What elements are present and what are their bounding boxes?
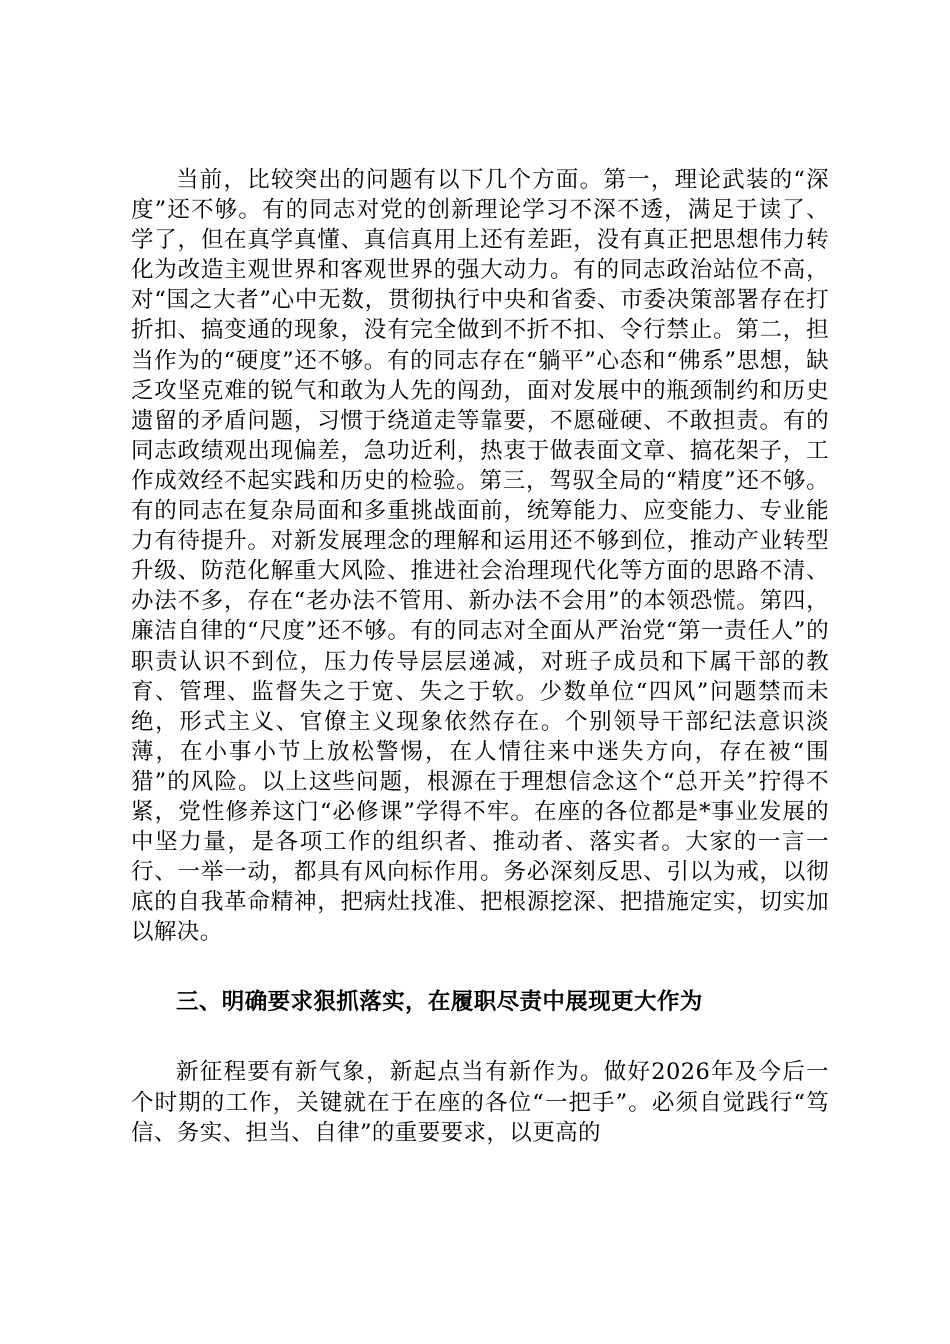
section-heading-three: 三、明确要求狠抓落实，在履职尽责中展现更大作为 bbox=[176, 989, 703, 1016]
body-paragraph-requirements: 新征程要有新气象，新起点当有新作为。做好2026年及今后一个时期的工作，关键就在于在座的各位“一把手”。必须自觉践行“笃信、务实、担当、自律”的重要要求，以更高的 bbox=[131, 1059, 829, 1146]
body-paragraph-problems: 当前，比较突出的问题有以下几个方面。第一，理论武装的“深度”还不够。有的同志对党的创新理论学习不深不透，满足于读了、学了，但在真学真懂、真信真用上还有差距，没有真正把思想伟力转化为改造主观世界和客观世界的强大动力。有的同志政治站位不高，对“国之大者”心中无数，贯彻执行中央和省委、市委决策部署存在打折扣、搞变通的现象，没有完全做到不折不扣、令行禁止。第二，担当作为的“硬度”还不够。有的同志存在“躺平”心态和“佛系”思想，缺乏攻坚克难的锐气和敢为人先的闯劲，面对发展中的瓶颈制约和历史遗留的矛盾问题，习惯于绕道走等靠要，不愿碰硬、不敢担责。有的同志政绩观出现偏差，急功近利，热衷于做表面文章、搞花架子，工作成效经不起实践和历史的检验。第三，驾驭全局的“精度”还不够。有的同志在复杂局面和多重挑战面前，统筹能力、应变能力、专业能力有待提升。对新发展理念的理解和运用还不够到位，推动产业转型升级、防范化解重大风险、推进社会治理现代化等方面的思路不清、办法不多，存在“老办法不管用、新办法不会用”的本领恐慌。第四，廉洁自律的“尺度”还不够。有的同志对全面从严治党“第一责任人”的职责认识不到位，压力传导层层递减，对班子成员和下属干部的教育、管理、监督失之于宽、失之于软。少数单位“四风”问题禁而未绝，形式主义、官僚主义现象依然存在。个别领导干部纪法意识淡薄，在小事小节上放松警惕，在人情往来中迷失方向，存在被“围猎”的风险。以上这些问题，根源在于理想信念这个“总开关”拧得不紧，党性修养这门“必修课”学得不牢。在座的各位都是*事业发展的中坚力量，是各项工作的组织者、推动者、落实者。大家的一言一行、一举一动，都具有风向标作用。务必深刻反思、引以为戒，以彻底的自我革命精神，把病灶找准、把根源挖深、把措施定实，切实加以解决。 bbox=[131, 167, 829, 946]
document-page bbox=[131, 165, 829, 1148]
